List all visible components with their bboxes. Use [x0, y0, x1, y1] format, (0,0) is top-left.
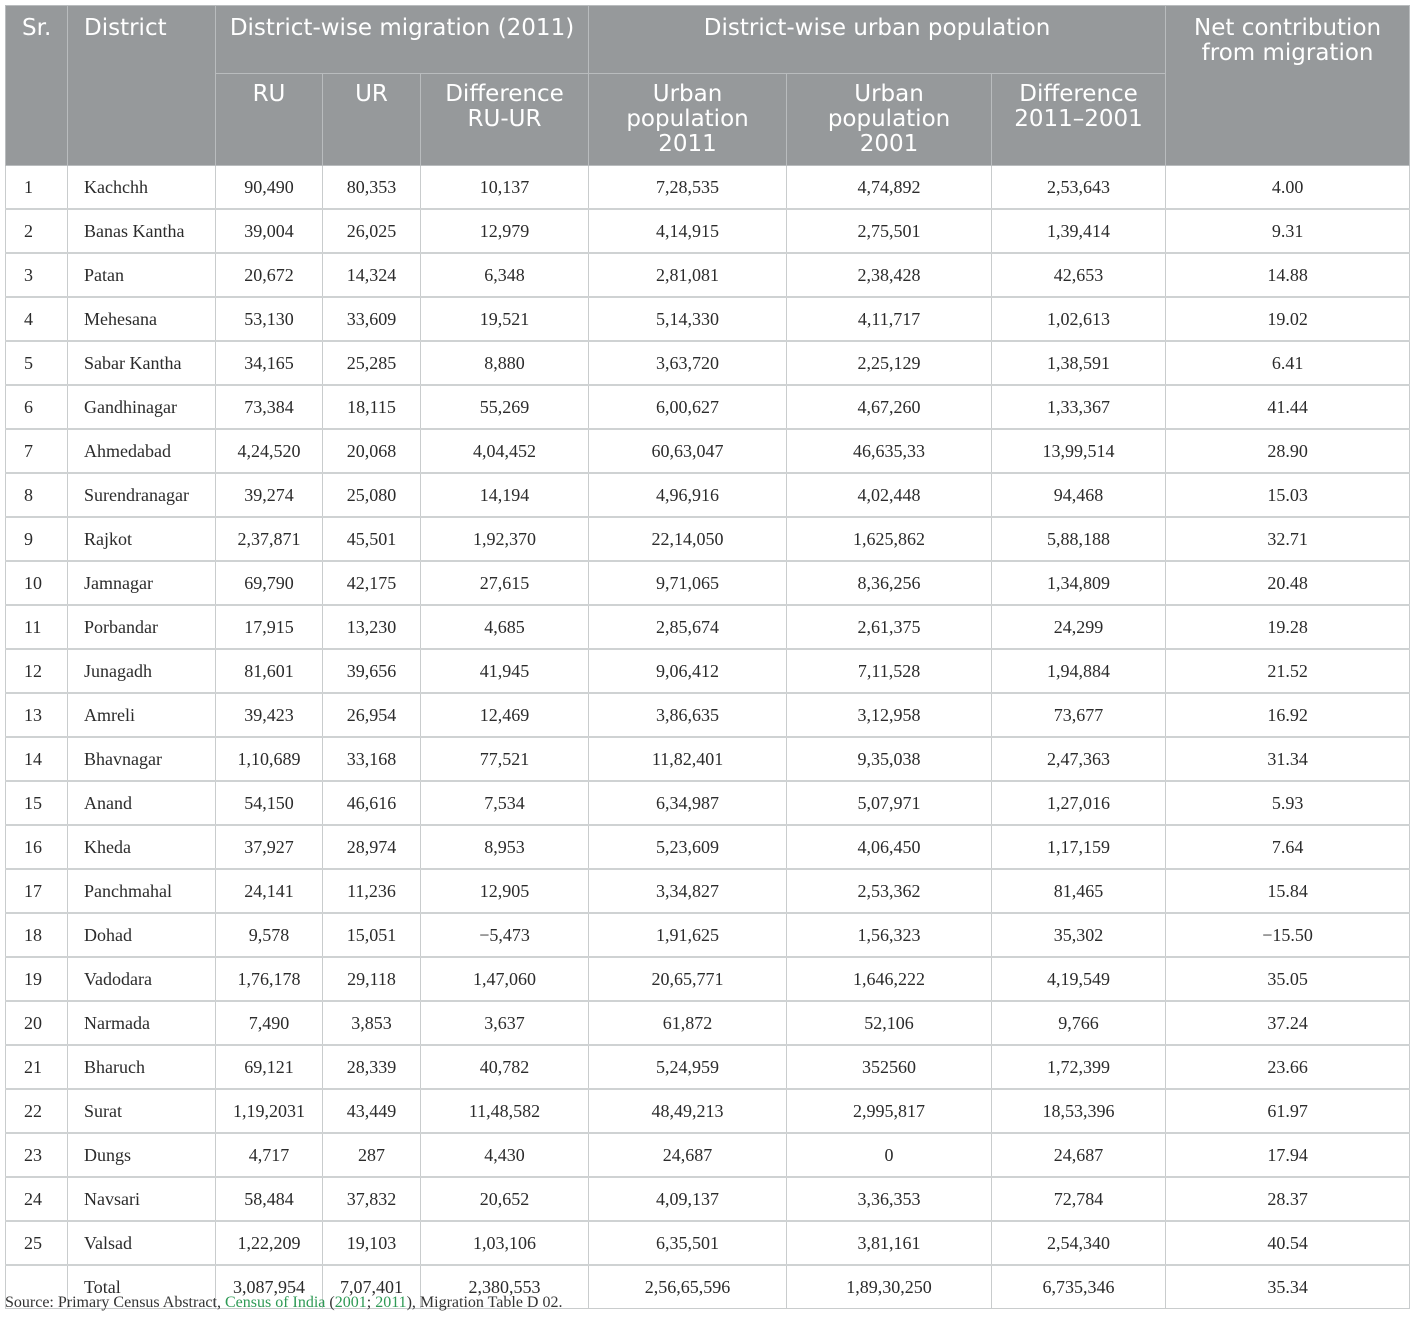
cell-ru: 3,087,954: [216, 1265, 323, 1309]
cell-urban-2011: 2,85,674: [589, 605, 787, 649]
cell-ur: 11,236: [323, 869, 421, 913]
cell-diff-urban: 1,17,159: [992, 825, 1166, 869]
cell-urban-2001: 1,646,222: [787, 957, 992, 1001]
cell-net-contribution: 7.64: [1166, 825, 1410, 869]
cell-ru: 4,717: [216, 1133, 323, 1177]
cell-district: Dohad: [68, 913, 216, 957]
cell-urban-2001: 4,02,448: [787, 473, 992, 517]
header-sr: Sr.: [6, 6, 68, 166]
cell-sr: 16: [6, 825, 68, 869]
cell-ur: 28,339: [323, 1045, 421, 1089]
cell-sr: 3: [6, 253, 68, 297]
cell-ur: 29,118: [323, 957, 421, 1001]
cell-sr: 12: [6, 649, 68, 693]
table-row: [6, 1089, 1410, 1133]
cell-urban-2011: 9,71,065: [589, 561, 787, 605]
table-row: [6, 737, 1410, 781]
cell-sr: 1: [6, 166, 68, 210]
cell-diff-ru-ur: 4,685: [421, 605, 589, 649]
cell-net-contribution: 40.54: [1166, 1221, 1410, 1265]
cell-sr: 23: [6, 1133, 68, 1177]
cell-net-contribution: −15.50: [1166, 913, 1410, 957]
cell-sr: 13: [6, 693, 68, 737]
cell-district: Rajkot: [68, 517, 216, 561]
cell-urban-2001: 3,12,958: [787, 693, 992, 737]
cell-urban-2001: 4,74,892: [787, 166, 992, 210]
cell-diff-ru-ur: 19,521: [421, 297, 589, 341]
cell-diff-ru-ur: 2,380,553: [421, 1265, 589, 1309]
cell-ur: 43,449: [323, 1089, 421, 1133]
source-note: [5, 1294, 562, 1312]
cell-urban-2001: 0: [787, 1133, 992, 1177]
cell-diff-urban: 24,687: [992, 1133, 1166, 1177]
cell-ur: 15,051: [323, 913, 421, 957]
cell-district: Dungs: [68, 1133, 216, 1177]
cell-ru: 1,19,2031: [216, 1089, 323, 1133]
cell-diff-ru-ur: 10,137: [421, 166, 589, 210]
header-urban-2001-line-1: Urban: [854, 81, 924, 107]
cell-urban-2011: 2,81,081: [589, 253, 787, 297]
cell-ru: 1,76,178: [216, 957, 323, 1001]
cell-urban-2001: 4,06,450: [787, 825, 992, 869]
cell-ru: 9,578: [216, 913, 323, 957]
cell-diff-ru-ur: 6,348: [421, 253, 589, 297]
source-paren-open: (: [325, 1294, 335, 1311]
cell-net-contribution: 21.52: [1166, 649, 1410, 693]
cell-urban-2011: 60,63,047: [589, 429, 787, 473]
cell-district: Mehesana: [68, 297, 216, 341]
cell-ru: 20,672: [216, 253, 323, 297]
cell-diff-ru-ur: 8,953: [421, 825, 589, 869]
cell-diff-ru-ur: 1,03,106: [421, 1221, 589, 1265]
cell-district: Narmada: [68, 1001, 216, 1045]
cell-ur: 28,974: [323, 825, 421, 869]
cell-sr: 4: [6, 297, 68, 341]
header-diff-urban-line-2: 2011–2001: [1014, 106, 1143, 132]
source-suffix: ), Migration Table D 02.: [406, 1294, 563, 1311]
cell-urban-2011: 6,00,627: [589, 385, 787, 429]
table-header: [6, 6, 1410, 166]
cell-ur: 7,07,401: [323, 1265, 421, 1309]
cell-ru: 53,130: [216, 297, 323, 341]
cell-urban-2011: 3,86,635: [589, 693, 787, 737]
cell-ur: 45,501: [323, 517, 421, 561]
cell-ur: 287: [323, 1133, 421, 1177]
cell-net-contribution: 15.84: [1166, 869, 1410, 913]
cell-district: Porbandar: [68, 605, 216, 649]
cell-net-contribution: 5.93: [1166, 781, 1410, 825]
cell-net-contribution: 61.97: [1166, 1089, 1410, 1133]
cell-diff-urban: 2,54,340: [992, 1221, 1166, 1265]
cell-diff-urban: 42,653: [992, 253, 1166, 297]
cell-ur: 33,609: [323, 297, 421, 341]
table-row: [6, 253, 1410, 297]
cell-sr: 21: [6, 1045, 68, 1089]
cell-urban-2011: 2,56,65,596: [589, 1265, 787, 1309]
table-row: [6, 781, 1410, 825]
cell-urban-2001: 1,625,862: [787, 517, 992, 561]
header-net-line-2: from migration: [1201, 40, 1374, 66]
cell-district: Kheda: [68, 825, 216, 869]
table-row: [6, 385, 1410, 429]
cell-urban-2011: 6,34,987: [589, 781, 787, 825]
cell-ur: 18,115: [323, 385, 421, 429]
cell-district: Surat: [68, 1089, 216, 1133]
cell-ru: 69,790: [216, 561, 323, 605]
cell-sr: 25: [6, 1221, 68, 1265]
source-link-census[interactable]: Census of India: [224, 1294, 326, 1311]
cell-diff-urban: 94,468: [992, 473, 1166, 517]
cell-ru: 39,004: [216, 209, 323, 253]
cell-ru: 73,384: [216, 385, 323, 429]
cell-urban-2011: 3,63,720: [589, 341, 787, 385]
source-link-2011[interactable]: 2011: [375, 1294, 407, 1311]
cell-sr: 20: [6, 1001, 68, 1045]
cell-sr: 17: [6, 869, 68, 913]
cell-urban-2011: 3,34,827: [589, 869, 787, 913]
cell-ur: 46,616: [323, 781, 421, 825]
cell-ur: 37,832: [323, 1177, 421, 1221]
cell-diff-ru-ur: 4,04,452: [421, 429, 589, 473]
cell-net-contribution: 28.37: [1166, 1177, 1410, 1221]
cell-district: Total: [68, 1265, 216, 1309]
cell-ru: 39,423: [216, 693, 323, 737]
cell-urban-2011: 5,14,330: [589, 297, 787, 341]
cell-diff-ru-ur: −5,473: [421, 913, 589, 957]
cell-urban-2011: 4,14,915: [589, 209, 787, 253]
cell-urban-2011: 5,24,959: [589, 1045, 787, 1089]
cell-district: Gandhinagar: [68, 385, 216, 429]
cell-diff-ru-ur: 8,880: [421, 341, 589, 385]
cell-ru: 17,915: [216, 605, 323, 649]
cell-sr: 11: [6, 605, 68, 649]
cell-district: Jamnagar: [68, 561, 216, 605]
cell-diff-ru-ur: 3,637: [421, 1001, 589, 1045]
cell-ur: 25,080: [323, 473, 421, 517]
cell-diff-ru-ur: 11,48,582: [421, 1089, 589, 1133]
table-row: [6, 1221, 1410, 1265]
header-net-line-1: Net contribution: [1194, 15, 1382, 41]
cell-urban-2011: 5,23,609: [589, 825, 787, 869]
cell-urban-2011: 6,35,501: [589, 1221, 787, 1265]
header-urban-2011-line-3: 2011: [658, 131, 717, 157]
cell-net-contribution: 41.44: [1166, 385, 1410, 429]
cell-diff-ru-ur: 12,469: [421, 693, 589, 737]
cell-diff-urban: 1,33,367: [992, 385, 1166, 429]
cell-urban-2001: 2,75,501: [787, 209, 992, 253]
cell-urban-2001: 1,89,30,250: [787, 1265, 992, 1309]
cell-ru: 1,10,689: [216, 737, 323, 781]
cell-sr: 18: [6, 913, 68, 957]
cell-urban-2001: 2,25,129: [787, 341, 992, 385]
table-row: [6, 1133, 1410, 1177]
cell-ur: 39,656: [323, 649, 421, 693]
header-diff-ru-ur-line-1: Difference: [445, 81, 564, 107]
cell-urban-2001: 46,635,33: [787, 429, 992, 473]
cell-net-contribution: 37.24: [1166, 1001, 1410, 1045]
cell-ur: 13,230: [323, 605, 421, 649]
cell-ur: 26,025: [323, 209, 421, 253]
cell-urban-2001: 2,61,375: [787, 605, 992, 649]
cell-diff-urban: 1,34,809: [992, 561, 1166, 605]
cell-urban-2001: 3,36,353: [787, 1177, 992, 1221]
header-urban-group: District-wise urban population: [589, 6, 1166, 74]
cell-ru: 81,601: [216, 649, 323, 693]
cell-urban-2001: 7,11,528: [787, 649, 992, 693]
cell-district: Patan: [68, 253, 216, 297]
table-row: [6, 693, 1410, 737]
cell-diff-ru-ur: 27,615: [421, 561, 589, 605]
source-prefix: Source: Primary Census Abstract,: [5, 1294, 225, 1311]
cell-diff-urban: 2,47,363: [992, 737, 1166, 781]
source-separator: ;: [366, 1294, 376, 1311]
cell-net-contribution: 14.88: [1166, 253, 1410, 297]
cell-net-contribution: 15.03: [1166, 473, 1410, 517]
table-body: [6, 166, 1410, 1309]
cell-ur: 80,353: [323, 166, 421, 210]
cell-district: Bharuch: [68, 1045, 216, 1089]
cell-diff-urban: 1,27,016: [992, 781, 1166, 825]
cell-sr: 7: [6, 429, 68, 473]
cell-diff-ru-ur: 40,782: [421, 1045, 589, 1089]
cell-sr: 14: [6, 737, 68, 781]
cell-district: Vadodara: [68, 957, 216, 1001]
cell-ru: 58,484: [216, 1177, 323, 1221]
cell-diff-urban: 5,88,188: [992, 517, 1166, 561]
cell-ru: 24,141: [216, 869, 323, 913]
cell-urban-2001: 4,11,717: [787, 297, 992, 341]
header-urban-2001: [787, 74, 992, 166]
cell-diff-ru-ur: 1,47,060: [421, 957, 589, 1001]
cell-urban-2011: 61,872: [589, 1001, 787, 1045]
table-row: [6, 209, 1410, 253]
cell-net-contribution: 28.90: [1166, 429, 1410, 473]
cell-net-contribution: 32.71: [1166, 517, 1410, 561]
cell-diff-ru-ur: 14,194: [421, 473, 589, 517]
cell-urban-2011: 20,65,771: [589, 957, 787, 1001]
cell-net-contribution: 19.28: [1166, 605, 1410, 649]
cell-diff-urban: 4,19,549: [992, 957, 1166, 1001]
cell-ru: 2,37,871: [216, 517, 323, 561]
cell-ur: 26,954: [323, 693, 421, 737]
header-diff-ru-ur: [421, 74, 589, 166]
cell-diff-ru-ur: 12,979: [421, 209, 589, 253]
cell-diff-urban: 1,94,884: [992, 649, 1166, 693]
cell-diff-urban: 72,784: [992, 1177, 1166, 1221]
table-row: [6, 649, 1410, 693]
cell-net-contribution: 19.02: [1166, 297, 1410, 341]
cell-sr: 24: [6, 1177, 68, 1221]
table-row: [6, 913, 1410, 957]
cell-diff-ru-ur: 77,521: [421, 737, 589, 781]
cell-ur: 14,324: [323, 253, 421, 297]
cell-net-contribution: 35.05: [1166, 957, 1410, 1001]
cell-diff-urban: 18,53,396: [992, 1089, 1166, 1133]
cell-diff-urban: 73,677: [992, 693, 1166, 737]
header-urban-2011-line-1: Urban: [652, 81, 723, 107]
cell-sr: 9: [6, 517, 68, 561]
cell-urban-2011: 7,28,535: [589, 166, 787, 210]
cell-ru: 1,22,209: [216, 1221, 323, 1265]
cell-district: Surendranagar: [68, 473, 216, 517]
header-diff-urban-line-1: Difference: [1019, 81, 1138, 107]
cell-diff-ru-ur: 20,652: [421, 1177, 589, 1221]
cell-ur: 33,168: [323, 737, 421, 781]
cell-diff-urban: 1,39,414: [992, 209, 1166, 253]
cell-diff-ru-ur: 55,269: [421, 385, 589, 429]
cell-ru: 37,927: [216, 825, 323, 869]
table-row: [6, 429, 1410, 473]
cell-ru: 54,150: [216, 781, 323, 825]
cell-net-contribution: 9.31: [1166, 209, 1410, 253]
cell-urban-2001: 2,53,362: [787, 869, 992, 913]
cell-diff-urban: 35,302: [992, 913, 1166, 957]
cell-urban-2001: 8,36,256: [787, 561, 992, 605]
cell-ru: 39,274: [216, 473, 323, 517]
cell-diff-ru-ur: 41,945: [421, 649, 589, 693]
header-migration-group: District-wise migration (2011): [216, 6, 589, 74]
table-row: [6, 1177, 1410, 1221]
table-row: [6, 605, 1410, 649]
table-row: [6, 341, 1410, 385]
cell-sr: 15: [6, 781, 68, 825]
cell-diff-urban: 9,766: [992, 1001, 1166, 1045]
cell-diff-urban: 6,735,346: [992, 1265, 1166, 1309]
cell-diff-urban: 13,99,514: [992, 429, 1166, 473]
cell-ur: 20,068: [323, 429, 421, 473]
cell-ru: 7,490: [216, 1001, 323, 1045]
cell-district: Anand: [68, 781, 216, 825]
cell-urban-2001: 9,35,038: [787, 737, 992, 781]
cell-urban-2011: 4,96,916: [589, 473, 787, 517]
cell-district: Ahmedabad: [68, 429, 216, 473]
cell-ru: 90,490: [216, 166, 323, 210]
cell-net-contribution: 16.92: [1166, 693, 1410, 737]
table-row: [6, 297, 1410, 341]
cell-urban-2001: 352560: [787, 1045, 992, 1089]
table-row: [6, 957, 1410, 1001]
cell-net-contribution: 6.41: [1166, 341, 1410, 385]
cell-net-contribution: 35.34: [1166, 1265, 1410, 1309]
cell-sr: 10: [6, 561, 68, 605]
cell-diff-ru-ur: 12,905: [421, 869, 589, 913]
header-diff-urban: [992, 74, 1166, 166]
cell-diff-ru-ur: 1,92,370: [421, 517, 589, 561]
header-urban-2011-line-2: population: [626, 106, 749, 132]
cell-urban-2011: 4,09,137: [589, 1177, 787, 1221]
table-row: [6, 473, 1410, 517]
header-net-contribution: [1166, 6, 1410, 166]
header-district: District: [68, 6, 216, 166]
cell-sr: 6: [6, 385, 68, 429]
table-row: [6, 166, 1410, 210]
cell-district: Junagadh: [68, 649, 216, 693]
cell-sr: 8: [6, 473, 68, 517]
cell-urban-2001: 2,38,428: [787, 253, 992, 297]
cell-ur: 3,853: [323, 1001, 421, 1045]
table-row: [6, 561, 1410, 605]
table-row: [6, 825, 1410, 869]
cell-ru: 4,24,520: [216, 429, 323, 473]
header-urban-2001-line-3: 2001: [859, 131, 919, 157]
cell-urban-2001: 1,56,323: [787, 913, 992, 957]
table-row: [6, 1001, 1410, 1045]
header-ru: RU: [216, 74, 323, 166]
cell-urban-2001: 5,07,971: [787, 781, 992, 825]
cell-sr: 5: [6, 341, 68, 385]
cell-sr: 22: [6, 1089, 68, 1133]
cell-district: Panchmahal: [68, 869, 216, 913]
source-link-2001[interactable]: 2001: [334, 1294, 367, 1311]
header-ur: UR: [323, 74, 421, 166]
cell-urban-2001: 2,995,817: [787, 1089, 992, 1133]
migration-table: [5, 5, 1410, 1309]
cell-diff-urban: 1,02,613: [992, 297, 1166, 341]
cell-district: Kachchh: [68, 166, 216, 210]
cell-diff-urban: 1,38,591: [992, 341, 1166, 385]
cell-ru: 34,165: [216, 341, 323, 385]
header-urban-2001-line-2: population: [827, 106, 951, 132]
cell-urban-2011: 48,49,213: [589, 1089, 787, 1133]
cell-diff-ru-ur: 4,430: [421, 1133, 589, 1177]
cell-urban-2011: 24,687: [589, 1133, 787, 1177]
cell-urban-2011: 9,06,412: [589, 649, 787, 693]
cell-urban-2011: 22,14,050: [589, 517, 787, 561]
cell-ru: 69,121: [216, 1045, 323, 1089]
cell-net-contribution: 4.00: [1166, 166, 1410, 210]
cell-urban-2001: 3,81,161: [787, 1221, 992, 1265]
cell-diff-urban: 24,299: [992, 605, 1166, 649]
cell-diff-urban: 1,72,399: [992, 1045, 1166, 1089]
table-row: [6, 517, 1410, 561]
cell-diff-ru-ur: 7,534: [421, 781, 589, 825]
cell-district: Banas Kantha: [68, 209, 216, 253]
cell-net-contribution: 23.66: [1166, 1045, 1410, 1089]
cell-ur: 42,175: [323, 561, 421, 605]
cell-net-contribution: 17.94: [1166, 1133, 1410, 1177]
cell-ur: 19,103: [323, 1221, 421, 1265]
cell-net-contribution: 20.48: [1166, 561, 1410, 605]
cell-district: Navsari: [68, 1177, 216, 1221]
header-diff-ru-ur-line-2: RU-UR: [467, 106, 542, 132]
cell-ur: 25,285: [323, 341, 421, 385]
table-row: [6, 1045, 1410, 1089]
cell-urban-2011: 11,82,401: [589, 737, 787, 781]
cell-district: Amreli: [68, 693, 216, 737]
cell-sr: 19: [6, 957, 68, 1001]
cell-urban-2001: 52,106: [787, 1001, 992, 1045]
cell-diff-urban: 81,465: [992, 869, 1166, 913]
cell-district: Valsad: [68, 1221, 216, 1265]
cell-diff-urban: 2,53,643: [992, 166, 1166, 210]
table-row: [6, 869, 1410, 913]
cell-district: Sabar Kantha: [68, 341, 216, 385]
cell-sr: 2: [6, 209, 68, 253]
header-urban-2011: [589, 74, 787, 166]
cell-net-contribution: 31.34: [1166, 737, 1410, 781]
cell-urban-2001: 4,67,260: [787, 385, 992, 429]
cell-urban-2011: 1,91,625: [589, 913, 787, 957]
cell-district: Bhavnagar: [68, 737, 216, 781]
